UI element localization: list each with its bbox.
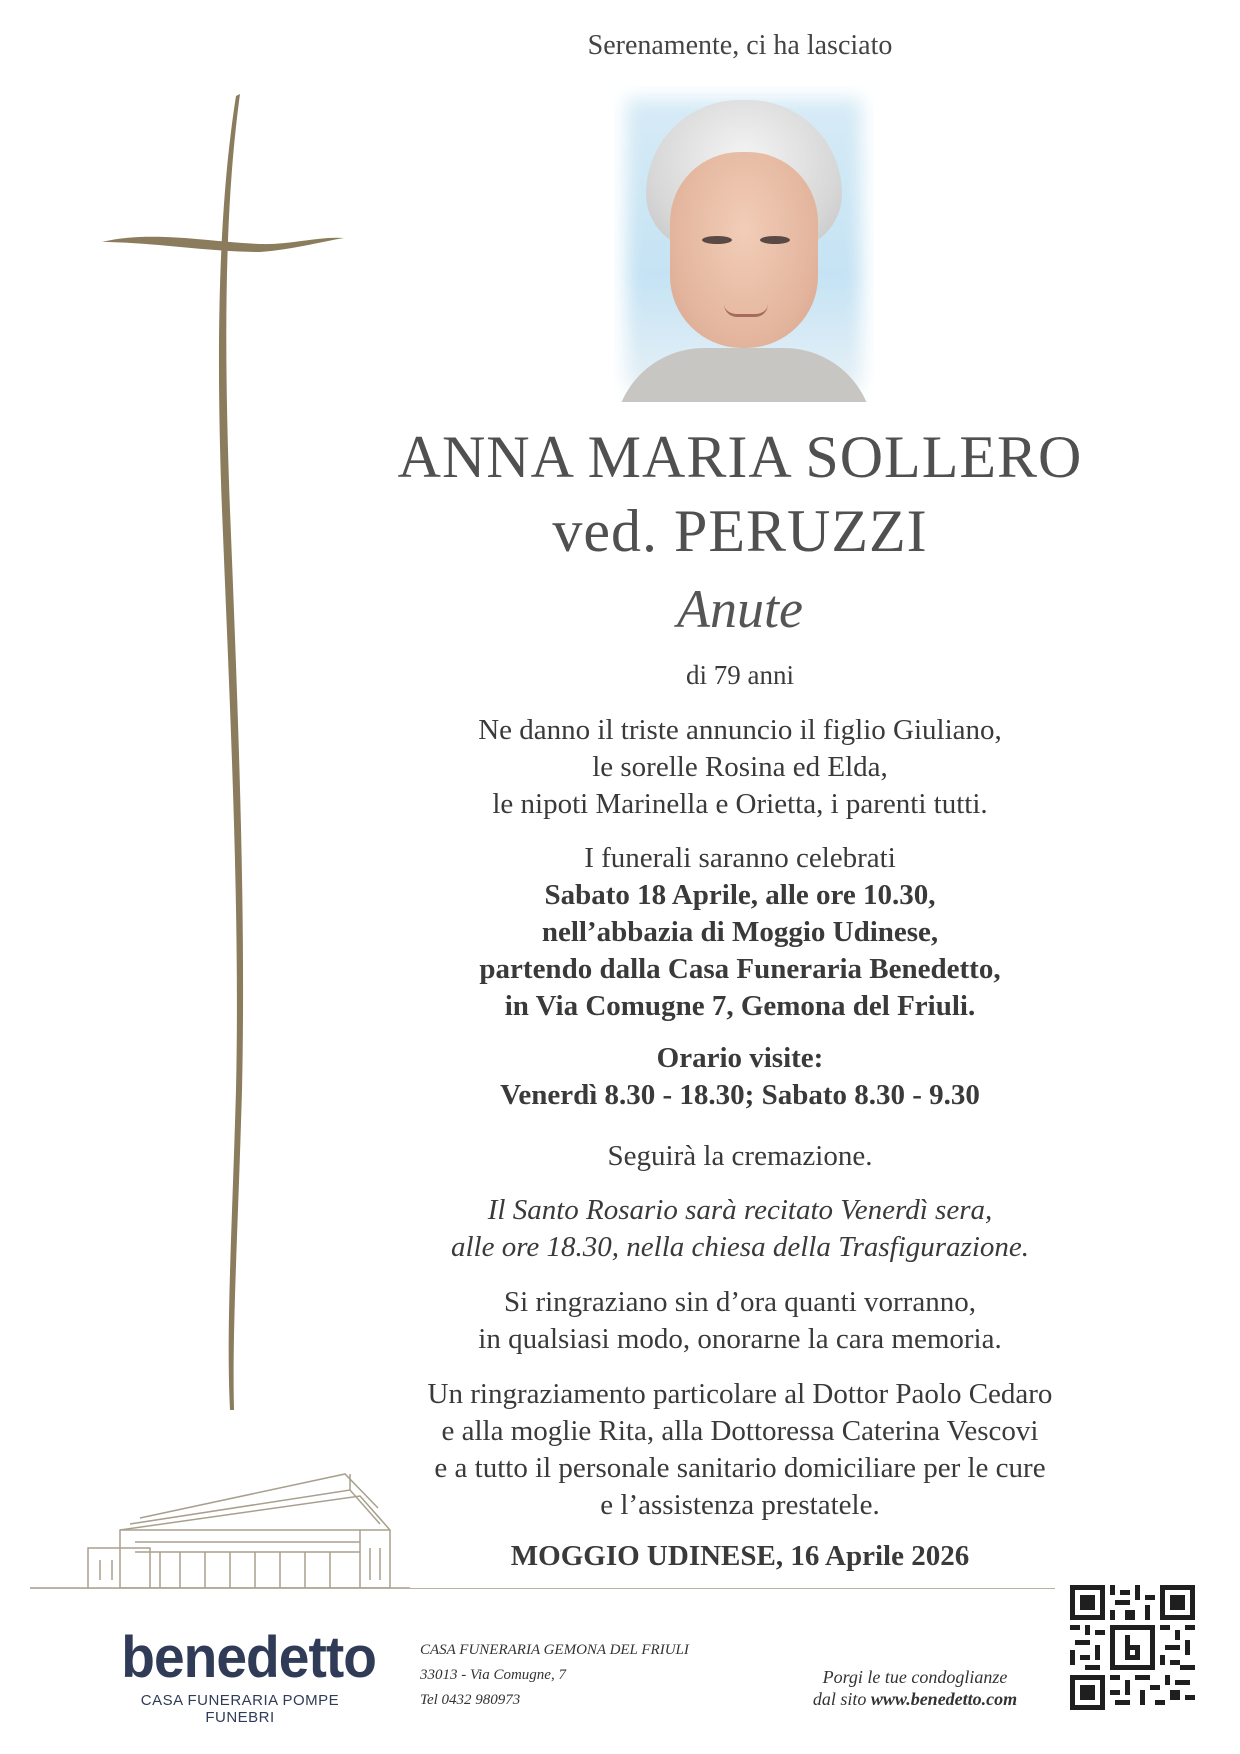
rosary-line: alle ore 18.30, nella chiesa della Trasfigurazione. [450,1231,1030,1263]
deceased-nickname: Anute [677,579,803,639]
special-thanks-line: e l’assistenza prestatele. [600,1489,880,1521]
thanks-line: in qualsiasi modo, onorarne la cara memoria. [478,1323,1002,1355]
condolences-site-line [760,1688,1070,1710]
deceased-name [370,420,1110,568]
cross-vertical-stroke [219,94,243,1410]
condolences-text: Porgi le tue condoglianze [822,1667,1008,1687]
deceased-name-line2: ved. PERUZZI [552,498,928,564]
announcement-line: le nipoti Marinella e Orietta, i parenti tutti. [492,788,988,820]
funeral-detail-line: partendo dalla Casa Funeraria Benedetto, [479,953,1001,985]
announcement-text [370,712,1110,823]
special-thanks-line: Un ringraziamento particolare al Dottor Paolo Cedaro [427,1378,1053,1410]
funeral-home-address [420,1638,689,1713]
qr-code-icon[interactable] [1070,1585,1195,1710]
logo-wordmark: benedetto [121,1625,376,1690]
benedetto-logo [115,1625,376,1726]
cremation-note: Seguirà la cremazione. [607,1140,873,1172]
announcement-line: Ne danno il triste annuncio il figlio Giuliano, [478,714,1002,746]
intro-text: Serenamente, ci ha lasciato [587,30,893,61]
thanks-note [370,1284,1110,1358]
place-and-date: MOGGIO UDINESE, 16 Aprile 2026 [510,1540,970,1572]
address-line: CASA FUNERARIA GEMONA DEL FRIULI [420,1642,689,1658]
visiting-hours-times: Venerdì 8.30 - 18.30; Sabato 8.30 - 9.30 [500,1079,980,1111]
deceased-name-line1: ANNA MARIA SOLLERO [397,424,1083,490]
condolences-note [760,1666,1070,1710]
rosary-note [370,1192,1110,1266]
special-thanks-note [370,1376,1110,1524]
logo-subtitle: CASA FUNERARIA POMPE FUNEBRI [140,1692,340,1726]
deceased-age: di 79 anni [686,660,794,690]
special-thanks-line: e alla moglie Rita, alla Dottoressa Caterina Vescovi [441,1415,1039,1447]
funeral-home-building-drawing [30,1468,410,1593]
visiting-hours [370,1040,1110,1114]
cross-ornament [90,90,350,1430]
funeral-details [370,840,1110,1025]
funeral-detail-line: nell’abbazia di Moggio Udinese, [541,916,939,948]
condolences-site-link[interactable]: www.benedetto.com [870,1689,1018,1709]
address-line: 33013 - Via Comugne, 7 [420,1667,566,1683]
funeral-detail-line: Sabato 18 Aprile, alle ore 10.30, [544,879,936,911]
condolences-site-prefix: dal sito [812,1689,871,1709]
funeral-detail-line: in Via Comugne 7, Gemona del Friuli. [504,990,976,1022]
footer-divider [30,1588,1055,1589]
thanks-line: Si ringraziano sin d’ora quanti vorranno, [504,1286,976,1318]
funeral-intro: I funerali saranno celebrati [584,842,896,874]
rosary-line: Il Santo Rosario sarà recitato Venerdì sera, [487,1194,993,1226]
announcement-line: le sorelle Rosina ed Elda, [592,751,888,783]
address-line: Tel 0432 980973 [420,1692,521,1708]
visiting-hours-title: Orario visite: [656,1042,824,1074]
special-thanks-line: e a tutto il personale sanitario domiciliare per le cure [434,1452,1046,1484]
deceased-portrait [614,86,874,402]
